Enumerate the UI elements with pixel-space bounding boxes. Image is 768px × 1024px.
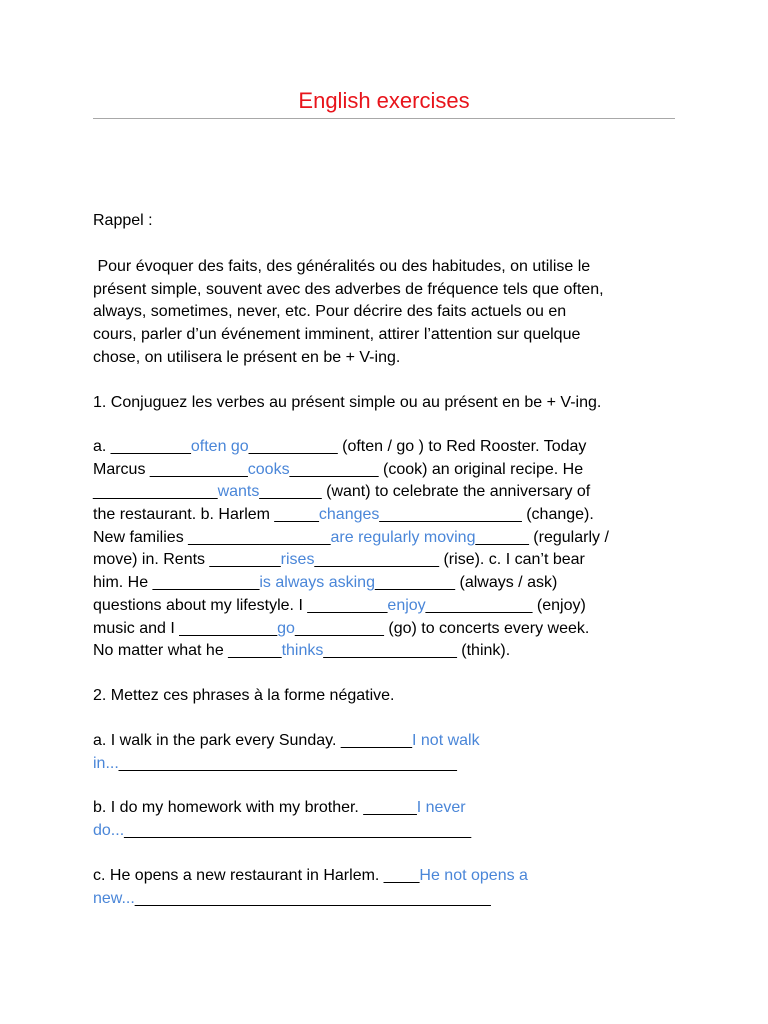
answer-text: cooks [247, 460, 290, 478]
rappel-line: chose, on utilisera le présent en be + V-ing. [93, 348, 401, 366]
sentence-text: Marcus ___________ [93, 460, 248, 478]
exercise-line [93, 459, 683, 482]
rappel-line: always, sometimes, never, etc. Pour décrire des faits actuels ou en [93, 303, 567, 321]
answer-blank: ________________________________________ [134, 889, 491, 907]
item-prompt: b. I do my homework with my brother. ______ [93, 799, 417, 816]
sentence-text: ________________ (change). [379, 506, 594, 524]
exercise1-text [93, 436, 683, 663]
sentence-text: __________ (cook) an original recipe. He [289, 460, 584, 478]
answer-blank: _______________________________________ [124, 821, 472, 839]
exercise1-heading: 1. Conjuguez les verbes au présent simple ou au présent en be + V-ing. [93, 394, 602, 411]
exercise-line [93, 820, 683, 843]
answer-text: go [277, 619, 295, 637]
answer-text: is always asking [259, 574, 375, 592]
answer-text: do... [93, 821, 125, 839]
answer-text: I not walk [412, 732, 480, 749]
exercise-line [93, 572, 683, 595]
document-title: English exercises [298, 88, 470, 113]
sentence-text: _________ (always / ask) [374, 574, 558, 592]
sentence-text: music and I ___________ [93, 619, 278, 637]
exercise2-item-b [93, 797, 683, 842]
exercise-line [93, 436, 683, 459]
sentence-text: the restaurant. b. Harlem _____ [93, 506, 319, 524]
sentence-text: questions about my lifestyle. I _________ [93, 596, 388, 614]
exercise-line [93, 640, 683, 663]
sentence-text: No matter what he ______ [93, 642, 282, 660]
sentence-text: _______ (want) to celebrate the anniversary of [259, 483, 591, 501]
exercise-line [93, 797, 683, 820]
sentence-text: move) in. Rents ________ [93, 551, 281, 569]
answer-text: often go [190, 438, 249, 455]
exercise-line [93, 595, 683, 618]
rappel-line: Pour évoquer des faits, des généralités ou des habitudes, on utilise le [93, 258, 591, 275]
sentence-text: ____________ (enjoy) [425, 596, 586, 614]
exercise-line [93, 865, 683, 888]
item-prompt: c. He opens a new restaurant in Harlem. ____ [93, 867, 420, 884]
rappel-line: présent simple, souvent avec des adverbes de fréquence tels que often, [93, 280, 604, 298]
rappel-heading: Rappel : [93, 212, 153, 229]
sentence-text: ______________ [93, 483, 218, 501]
exercise2-item-a [93, 730, 683, 775]
sentence-text: a. _________ [93, 438, 191, 455]
sentence-text: ______ (regularly / [475, 528, 609, 546]
answer-text: I never [416, 799, 466, 816]
exercise-line [93, 730, 683, 753]
exercise-line [93, 888, 683, 911]
sentence-text: ______________ (rise). c. I can’t bear [314, 551, 585, 569]
sentence-text: __________ (go) to concerts every week. [294, 619, 590, 637]
answer-text: are regularly moving [330, 528, 476, 546]
exercise-line [93, 549, 683, 572]
sentence-text: _______________ (think). [323, 642, 511, 660]
item-prompt: a. I walk in the park every Sunday. ________ [93, 732, 413, 749]
exercise-line [93, 504, 683, 527]
exercise-line [93, 527, 683, 550]
exercise2-item-c [93, 865, 683, 910]
exercise-line [93, 618, 683, 641]
sentence-text: New families ________________ [93, 528, 331, 546]
answer-text: enjoy [387, 596, 426, 614]
answer-text: rises [280, 551, 315, 569]
rappel-line: cours, parler d’un événement imminent, attirer l’attention sur quelque [93, 326, 581, 344]
answer-text: He not opens a [419, 867, 528, 884]
sentence-text: __________ (often / go ) to Red Rooster. Today [248, 438, 587, 455]
sentence-text: him. He ____________ [93, 574, 260, 592]
title-divider [93, 118, 675, 119]
exercise-line [93, 753, 683, 776]
answer-blank: ______________________________________ [118, 754, 457, 772]
answer-text: in... [93, 754, 119, 772]
exercise-line [93, 481, 683, 504]
exercise2-heading: 2. Mettez ces phrases à la forme négative. [93, 687, 395, 704]
answer-text: wants [217, 483, 260, 501]
answer-text: new... [93, 889, 135, 907]
rappel-paragraph [93, 256, 683, 369]
answer-text: changes [318, 506, 380, 524]
answer-text: thinks [281, 642, 324, 660]
